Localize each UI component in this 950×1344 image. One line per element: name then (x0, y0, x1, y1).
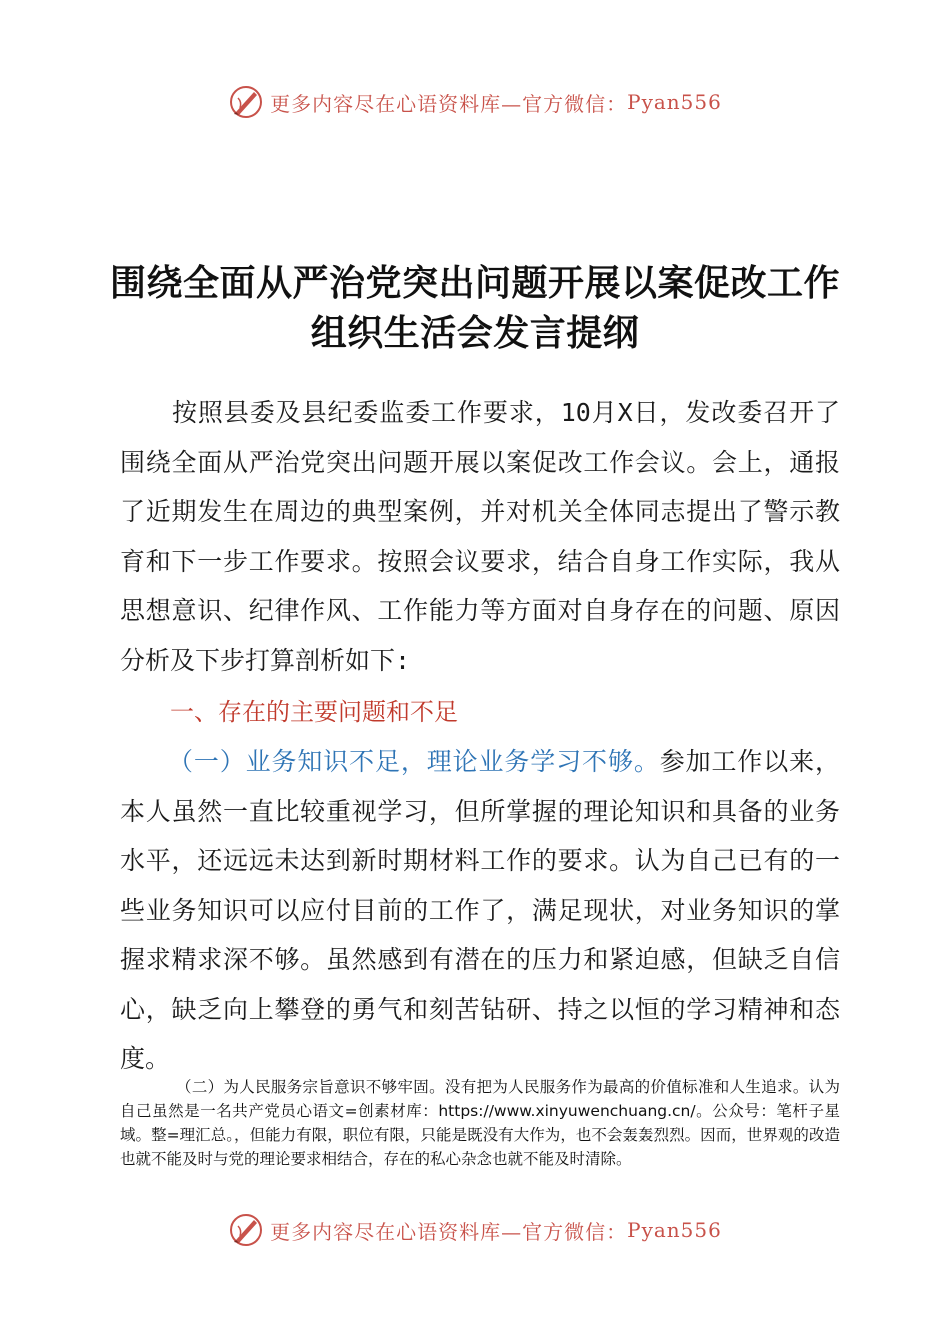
subsection-1-text: 参加工作以来，本人虽然一直比较重视学习，但所掌握的理论知识和具备的业务水平，还远远未达到新时期材料工作的要求。认为自己已有的一些业务知识可以应付目前的工作了，满足现状，对业务知识的掌握求精求深不够。虽然感到有潜在的压力和紧迫感，但缺乏自信心，缺乏向上攀登的勇气和刻苦钻研、持之以恒的学习精神和态度。 (120, 747, 840, 1073)
watermark-banner-bottom (0, 1210, 950, 1250)
banner-wechat-id: Pyan556 (627, 1218, 722, 1242)
pen-logo-icon (228, 1212, 264, 1248)
subsection-2-paragraph: （二）为人民服务宗旨意识不够牢固。没有把为人民服务作为最高的价值标准和人生追求。认为自己虽然是一名共产党员心语文=创素材库：https://www.xinyuwenchuang.cn/。公众号：笔杆子星域。整=理汇总。，但能力有限，职位有限，只能是既没有大作为，也不会轰轰烈烈。因而，世界观的改造也就不能及时与党的理论要求相结合，存在的私心杂念也就不能及时清除。 (120, 1078, 840, 1168)
pen-logo-icon (228, 84, 264, 120)
banner-text: 更多内容尽在心语资料库—官方微信： (270, 91, 628, 116)
banner-text: 更多内容尽在心语资料库—官方微信： (270, 1219, 628, 1244)
document-title-line1: 围绕全面从严治党突出问题开展以案促改工作 (109, 263, 840, 304)
subsection-1-heading: （一）业务知识不足，理论业务学习不够。 (168, 747, 660, 776)
subsection-1-paragraph (120, 737, 840, 1084)
intro-paragraph: 按照县委及县纪委监委工作要求，10月X日，发改委召开了围绕全面从严治党突出问题开展以案促改工作会议。会上，通报了近期发生在周边的典型案例，并对机关全体同志提出了警示教育和下一步工作要求。按照会议要求，结合自身工作实际，我从思想意识、纪律作风、工作能力等方面对自身存在的问题、原因分析及下步打算剖析如下: (120, 398, 840, 675)
banner-wechat-id: Pyan556 (627, 90, 722, 114)
section-heading-1: 一、存在的主要问题和不足 (170, 698, 458, 726)
document-title-line2: 组织生活会发言提纲 (310, 313, 640, 354)
watermark-banner-top (0, 82, 950, 122)
